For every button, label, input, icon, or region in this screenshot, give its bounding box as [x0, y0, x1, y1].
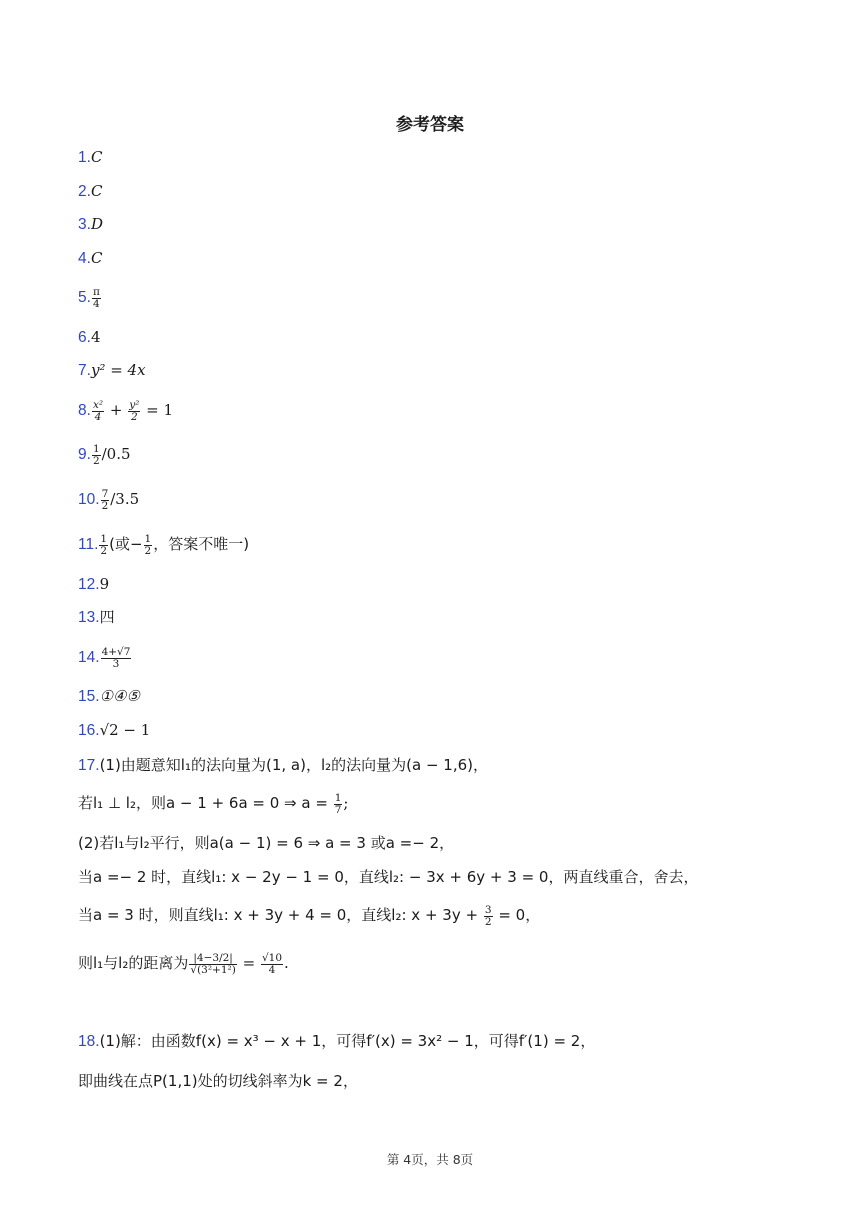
fraction: $\frac{|4-3/2|}{\text{√(3²+1²)}}$ — [190, 951, 236, 976]
answer-number: 12. — [78, 576, 100, 593]
answer-number: 6. — [78, 329, 91, 346]
solution-text: ; — [343, 794, 349, 812]
answer-text: C — [90, 148, 103, 166]
equals-sign: = — [242, 954, 256, 972]
answer-number: 1. — [78, 149, 91, 166]
answer-number: 5. — [78, 289, 91, 306]
fraction: $\frac{\text{y²}}{2}$ — [129, 398, 140, 423]
answer-number: 9. — [78, 446, 91, 463]
fraction: $\frac{\pi}{4}$ — [92, 285, 100, 310]
answer-2 — [78, 180, 102, 203]
fraction: $\frac{1}{2}$ — [92, 442, 100, 467]
answer-text: C — [90, 249, 103, 267]
q17-line-6 — [78, 952, 289, 976]
answer-text: (或− — [109, 535, 143, 553]
answer-7 — [78, 359, 146, 382]
answer-number: 10. — [78, 491, 100, 508]
answer-number: 14. — [78, 649, 100, 666]
fraction: $\frac{\text{x²}}{4}$ — [92, 398, 104, 423]
answer-number: 7. — [78, 362, 91, 379]
answer-text: = 1 — [146, 401, 174, 419]
solution-text: (2)若l₁与l₂平行，则a(a − 1) = 6 ⇒ a = 3 或a =− 2， — [78, 834, 455, 852]
q17-line-2 — [78, 792, 348, 816]
solution-text: = 0， — [498, 906, 541, 924]
answer-14 — [78, 646, 132, 670]
answer-text: C — [90, 182, 103, 200]
fraction: $\frac{1}{2}$ — [144, 532, 152, 557]
solution-text: 则l₁与l₂的距离为 — [78, 954, 189, 972]
answer-number: 18. — [78, 1033, 100, 1050]
solution-text: 若l₁ ⊥ l₂，则a − 1 + 6a = 0 ⇒ a = — [78, 794, 328, 812]
answer-8 — [78, 399, 173, 423]
answer-4 — [78, 247, 102, 270]
solution-text: 当a = 3 时，则直线l₁: x + 3y + 4 = 0，直线l₂: x + 3y + — [78, 906, 479, 924]
fraction: $\frac{4+√7}{3}$ — [101, 645, 131, 670]
answer-10 — [78, 488, 139, 512]
fraction: $\frac{√10}{4}$ — [261, 951, 283, 976]
fraction: $\frac{7}{2}$ — [101, 487, 109, 512]
q17-line-3 — [78, 832, 454, 854]
answer-text: 四 — [99, 608, 115, 626]
answer-number: 8. — [78, 402, 91, 419]
answer-text: ，答案不唯一) — [153, 535, 250, 553]
q18-line-2 — [78, 1070, 358, 1092]
page-title: 参考答案 — [396, 115, 464, 135]
answer-text: √2 − 1 — [99, 721, 151, 739]
page-footer: 第 4页，共 8页 — [386, 1152, 474, 1167]
answer-number: 15. — [78, 688, 100, 705]
solution-text: (1)由题意知l₁的法向量为(1, a)，l₂的法向量为(a − 1,6)， — [99, 756, 489, 774]
answer-11 — [78, 533, 249, 557]
answer-text: /3.5 — [110, 490, 140, 508]
q18-line-1 — [78, 1030, 595, 1053]
answer-13 — [78, 606, 115, 629]
answer-number: 11. — [78, 536, 99, 553]
answer-12 — [78, 573, 109, 596]
q17-line-4 — [78, 866, 698, 888]
answer-5 — [78, 286, 102, 310]
answer-text: 4 — [90, 328, 101, 346]
plus-sign: + — [109, 401, 123, 419]
answer-1 — [78, 146, 102, 169]
answer-text: ①④⑤ — [99, 687, 140, 705]
fraction: $\frac{3}{2}$ — [484, 903, 492, 928]
answer-9 — [78, 443, 131, 467]
answer-number: 2. — [78, 183, 91, 200]
fraction: $\frac{1}{7}$ — [334, 791, 342, 816]
answer-15 — [78, 685, 140, 708]
q17-line-5 — [78, 904, 540, 928]
answer-text: y² = 4x — [90, 361, 146, 379]
answer-text: D — [90, 215, 103, 233]
answer-number: 13. — [78, 609, 100, 626]
answer-16 — [78, 719, 150, 742]
answer-number: 16. — [78, 722, 100, 739]
answer-3 — [78, 213, 103, 236]
solution-text: . — [284, 954, 289, 972]
answer-text: 9 — [99, 575, 110, 593]
answer-number: 17. — [78, 757, 100, 774]
q17-line-1 — [78, 754, 488, 777]
solution-text: 当a =− 2 时，直线l₁: x − 2y − 1 = 0，直线l₂: − 3x + 6y + 3 = 0，两直线重合，舍去， — [78, 868, 699, 886]
answer-number: 3. — [78, 216, 91, 233]
fraction: $\frac{1}{2}$ — [100, 532, 108, 557]
answer-text: /0.5 — [101, 445, 131, 463]
answer-number: 4. — [78, 250, 91, 267]
solution-text: 即曲线在点P(1,1)处的切线斜率为k = 2， — [78, 1072, 358, 1090]
solution-text: (1)解：由函数f(x) = x³ − x + 1，可得f′(x) = 3x² − 1，可得f′(1) = 2， — [99, 1032, 596, 1050]
answer-6 — [78, 326, 100, 349]
